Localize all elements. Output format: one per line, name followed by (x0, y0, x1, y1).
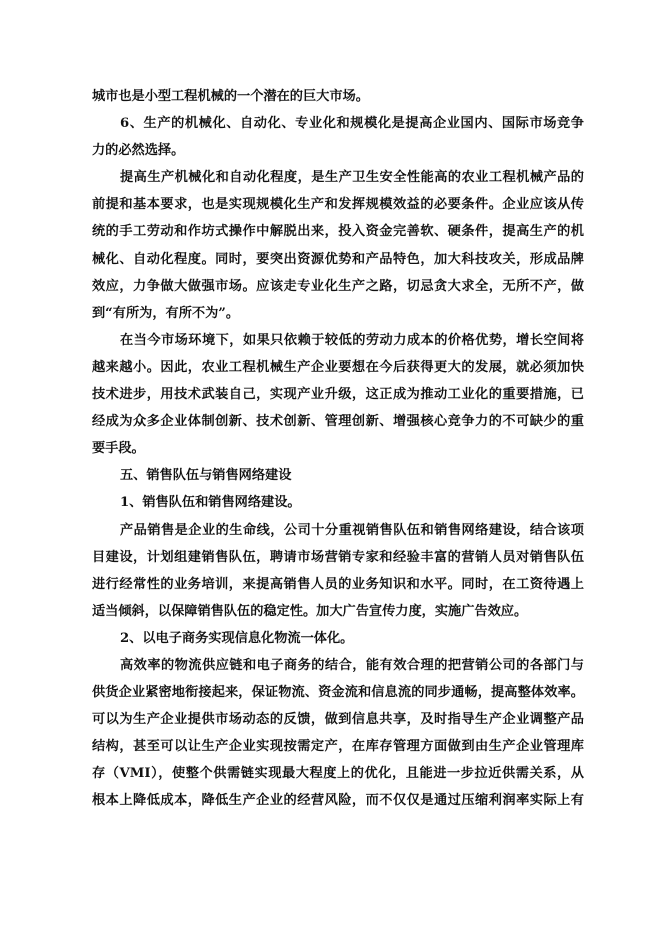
text-line: 适当倾斜，以保障销售队伍的稳定性。加大广告宣传力度，实施广告效应。 (92, 603, 528, 619)
section-heading-6: 6、生产的机械化、自动化、专业化和规模化是提高企业国内、国际市场竞争 (120, 116, 584, 132)
text-line: 高效率的物流供应链和电子商务的结合，能有效合理的把营销公司的各部门与 (120, 657, 584, 673)
text-line: 存（VMI），使整个供需链实现最大程度上的优化，且能进一步拉近供需关系，从 (92, 766, 584, 782)
text-line: 可以为生产企业提供市场动态的反馈，做到信息共享，及时指导生产企业调整产品 (92, 712, 584, 728)
section-heading-5: 五、销售队伍与销售网络建设 (120, 468, 292, 484)
text-line: 根本上降低成本，降低生产企业的经营风险，而不仅仅是通过压缩利润率实际上有 (92, 793, 584, 809)
text-line: 技术进步，用技术武装自己，实现产业升级，这正成为推动工业化的重要措施，已 (92, 387, 584, 403)
text-line: 经成为众多企业体制创新、技术创新、管理创新、增强核心竞争力的不可缺少的重 (92, 414, 584, 430)
text-line: 前提和基本要求，也是实现规模化生产和发挥规模效益的必要条件。企业应该从传 (92, 197, 584, 213)
subsection-heading-1: 1、销售队伍和销售网络建设。 (120, 495, 301, 511)
subsection-heading-2: 2、以电子商务实现信息化物流一体化。 (120, 630, 354, 646)
text-line: 越来越小。因此，农业工程机械生产企业要想在今后获得更大的发展，就必须加快 (92, 359, 584, 375)
text-line: 力的必然选择。 (92, 143, 185, 159)
text-line: 提高生产机械化和自动化程度，是生产卫生安全性能高的农业工程机械产品的 (120, 170, 584, 186)
text-line: 械化、自动化程度。同时，要突出资源优势和产品特色，加大科技攻关，形成品牌 (92, 251, 584, 267)
text-line: 城市也是小型工程机械的一个潜在的巨大市场。 (92, 89, 369, 104)
text-line: 供货企业紧密地衔接起来，保证物流、资金流和信息流的同步通畅，提高整体效率。 (92, 685, 584, 701)
text-line: 到“有所为，有所不为”。 (92, 305, 240, 321)
text-line: 进行经常性的业务培训，来提高销售人员的业务知识和水平。同时，在工资待遇上 (92, 576, 584, 592)
text-line: 结构，甚至可以让生产企业实现按需定产，在库存管理方面做到由生产企业管理库 (92, 739, 584, 755)
text-line: 统的手工劳动和作坊式操作中解脱出来，投入资金完善软、硬条件，提高生产的机 (92, 224, 584, 240)
text-line: 在当今市场环境下，如果只依赖于较低的劳动力成本的价格优势，增长空间将 (120, 332, 584, 348)
text-line: 产品销售是企业的生命线，公司十分重视销售队伍和销售网络建设，结合该项 (120, 522, 584, 538)
text-line: 要手段。 (92, 441, 145, 457)
text-line: 目建设，计划组建销售队伍，聘请市场营销专家和经验丰富的营销人员对销售队伍 (92, 549, 584, 565)
text-line: 效应，力争做大做强市场。应该走专业化生产之路，切忌贪大求全，无所不产，做 (92, 278, 584, 294)
document-body (92, 83, 584, 815)
